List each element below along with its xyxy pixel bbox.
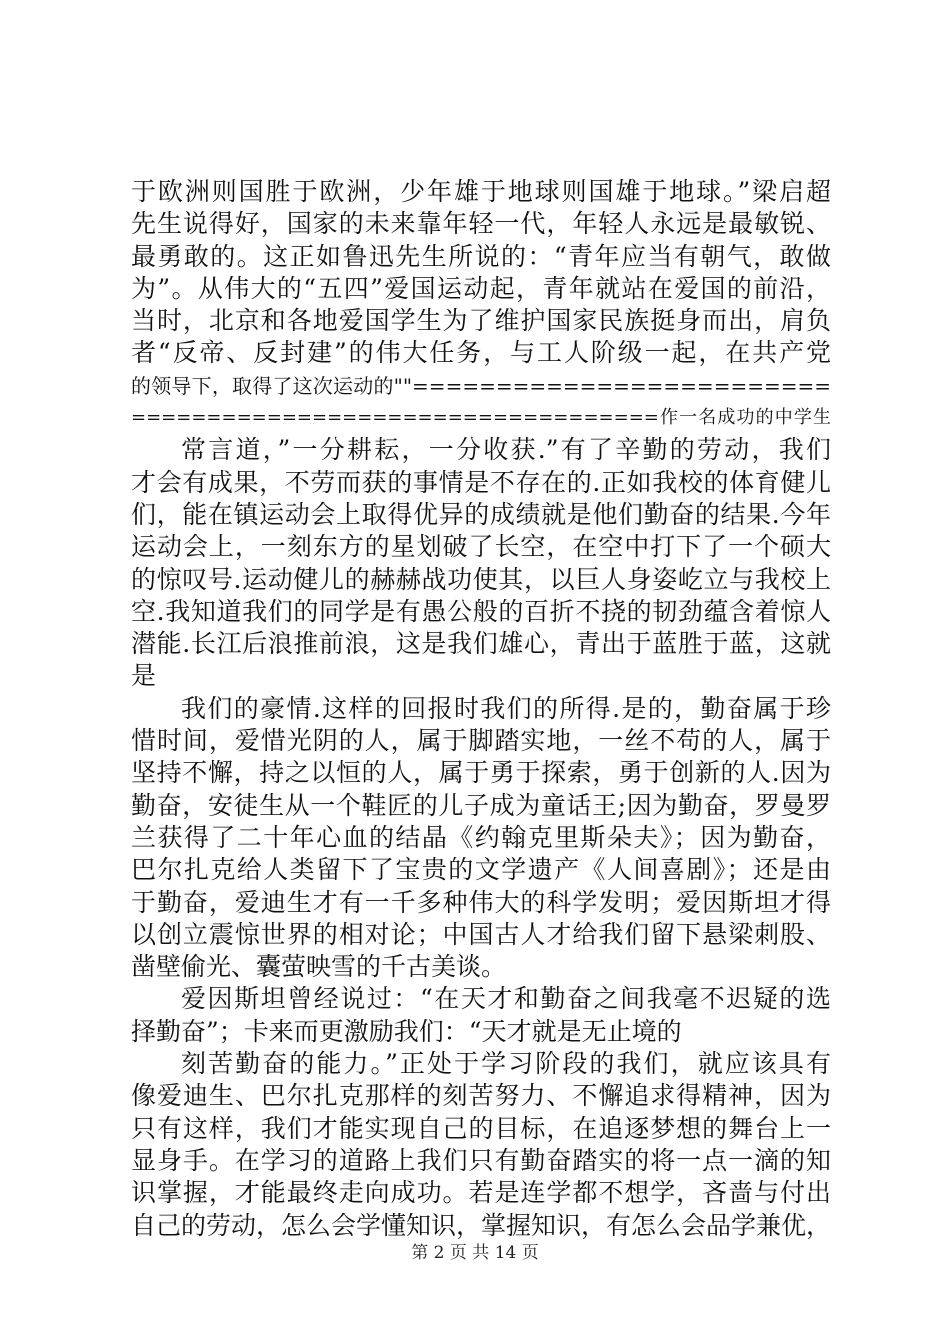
text-line: 我们的豪情.这样的回报时我们的所得.是的，勤奋属于珍 <box>181 693 831 723</box>
text-line: 的惊叹号.运动健儿的赫赫战功使其，以巨人身姿屹立与我校上 <box>131 564 831 594</box>
text-line: 刻苦勤奋的能力。”正处于学习阶段的我们，就应该具有 <box>181 1049 831 1079</box>
text-line: 为”。从伟大的“五四”爱国运动起，青年就站在爱国的前沿， <box>131 273 831 303</box>
text-line: 坚持不懈，持之以恒的人，属于勇于探索，勇于创新的人.因为 <box>131 758 831 788</box>
text-line: 自己的劳动，怎么会学懂知识，掌握知识，有怎么会品学兼优， <box>131 1210 832 1240</box>
text-line: 凿壁偷光、囊萤映雪的千古美谈。 <box>131 952 507 982</box>
text-line: 惜时间，爱惜光阴的人，属于脚踏实地，一丝不苟的人，属于 <box>131 726 831 756</box>
text-line: 兰获得了二十年心血的结晶《约翰克里斯朵夫》；因为勤奋， <box>131 822 831 852</box>
text-line: 只有这样，我们才能实现自己的目标，在追逐梦想的舞台上一 <box>131 1113 831 1143</box>
text-line: 择勤奋”；卡来而更激励我们：“天才就是无止境的 <box>131 1016 682 1046</box>
text-line: 是 <box>131 661 157 691</box>
text-line: 当时，北京和各地爱国学生为了维护国家民族挺身而出，肩负 <box>131 306 831 336</box>
text-line: 爱因斯坦曾经说过：“在天才和勤奋之间我毫不迟疑的选 <box>181 984 831 1014</box>
text-line: 运动会上，一刻东方的星划破了长空，在空中打下了一个硕大 <box>131 532 831 562</box>
text-line: 显身手。在学习的道路上我们只有勤奋踏实的将一点一滴的知 <box>131 1145 831 1175</box>
text-line: 勤奋，安徒生从一个鞋匠的儿子成为童话王;因为勤奋，罗曼罗 <box>131 790 831 820</box>
text-line: 以创立震惊世界的相对论；中国古人才给我们留下悬梁刺股、 <box>131 919 831 949</box>
text-line: 于勤奋，爱迪生才有一千多种伟大的科学发明；爱因斯坦才得 <box>131 887 831 917</box>
text-line: 先生说得好，国家的未来靠年轻一代，年轻人永远是最敏锐、 <box>131 209 831 239</box>
document-body <box>131 176 831 1242</box>
text-line: 于欧洲则国胜于欧洲，少年雄于地球则国雄于地球。”梁启超 <box>131 177 831 206</box>
text-line: 像爱迪生、巴尔扎克那样的刻苦努力、不懈追求得精神，因为 <box>131 1081 831 1111</box>
text-line: 们，能在镇运动会上取得优异的成绩就是他们勤奋的结果.今年 <box>131 499 831 529</box>
text-line: 常言道，”一分耕耘，一分收获.”有了辛勤的劳动，我们 <box>181 435 831 465</box>
text-line: 巴尔扎克给人类留下了宝贵的文学遗产《人间喜剧》；还是由 <box>131 855 831 885</box>
page-number-footer: 第 2 页 共 14 页 <box>411 1243 539 1263</box>
text-line: 最勇敢的。这正如鲁迅先生所说的：“青年应当有朝气，敢做 <box>131 241 831 271</box>
text-line: 才会有成果，不劳而获的事情是不存在的.正如我校的体育健儿 <box>131 467 831 497</box>
text-line: 者“反帝、反封建”的伟大任务，与工人阶级一起，在共产党 <box>131 338 831 368</box>
text-line: 空.我知道我们的同学是有愚公般的百折不挠的韧劲蕴含着惊人 <box>131 596 831 626</box>
text-line: ===================================作一名成功的中学生 <box>131 407 831 429</box>
text-line: 潜能.长江后浪推前浪，这是我们雄心，青出于蓝胜于蓝，这就 <box>131 629 831 659</box>
text-line: 的领导下，取得了这次运动的""========================= <box>131 373 831 398</box>
text-line: 识掌握，才能最终走向成功。若是连学都不想学，吝啬与付出 <box>131 1178 831 1208</box>
